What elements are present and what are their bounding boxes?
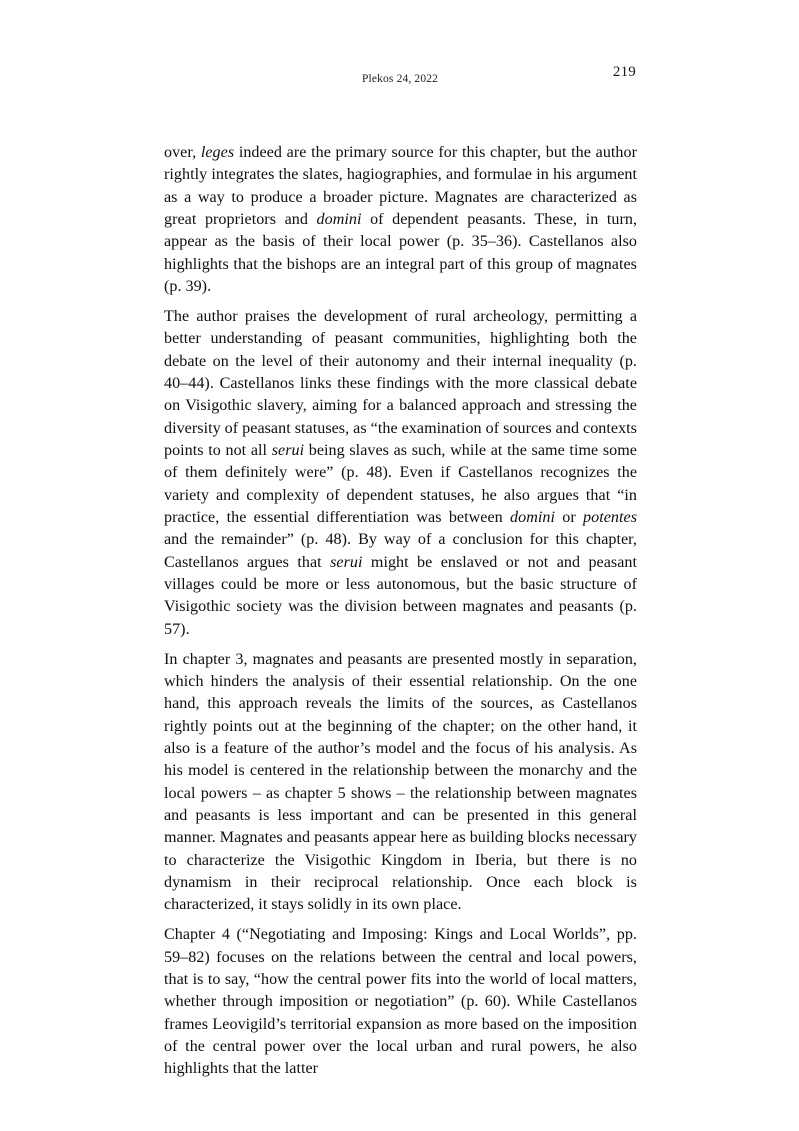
text-run: indeed are the primary source for this chapter, but the author rightly integrates the slates, hagiographies, and formulae in his argument as a way to produce a broader picture. Magnates are characterized as great proprietors and <box>164 144 637 229</box>
text-run: being slaves as such, while at the same time some of them definitely were” (p. 48). Even if Castellanos recognizes the variety and complexity of dependent statuses, he also argues that “in practice, the essential differentiation was between <box>164 441 637 526</box>
running-head-journal-title: Plekos 24, 2022 <box>361 73 439 85</box>
paragraph-3 <box>164 649 637 917</box>
body-text-column <box>164 142 637 1081</box>
running-head <box>164 64 636 89</box>
text-run: or <box>554 509 584 526</box>
text-run: The author praises the development of rural archeology, permitting a better understanding of peasant communities, highlighting both the debate on the level of their autonomy and their internal inequality (p. 40–44). Castellanos links these findings with the more classical debate on Visigothic slavery, aiming for a balanced approach and stressing the diversity of peasant statuses, as “the examination of sources and contexts points to not all <box>164 307 637 459</box>
italic-term: domini <box>510 509 555 526</box>
text-run: In chapter 3, magnates and peasants are presented mostly in separation, which hinders the analysis of their essential relationship. On the one hand, this approach reveals the limits of the sources, as Castellanos rightly points out at the beginning of the chapter; on the other hand, it also is a feature of the author’s model and the focus of his analysis. As his model is centered in the relationship between the monarchy and the local powers – as chapter 5 shows – the relationship between magnates and peasants is less important and can be presented in this general manner. Magnates and peasants appear here as building blocks necessary to characterize the Visigothic Kingdom in Iberia, but there is no dynamism in their reciprocal relationship. Once each block is characterized, it stays solidly in its own place. <box>164 650 637 914</box>
text-run: and the remainder” (p. 48). By way of a conclusion for this chapter, Castellanos argues that <box>164 531 637 571</box>
italic-term: serui <box>271 441 305 459</box>
text-run: over, <box>164 144 201 161</box>
italic-term: leges <box>200 144 235 161</box>
page-number: 219 <box>612 64 636 80</box>
text-run: of dependent peasants. These, in turn, appear as the basis of their local power (p. 35–36). Castellanos also highlights that the bishops are an integral part of this group of magnates (p. 39). <box>164 211 638 296</box>
text-run: might be enslaved or not and peasant villages could be more or less autonomous, but the basic structure of Visigothic society was the division between magnates and peasants (p. 57). <box>164 553 637 638</box>
italic-term: domini <box>316 211 362 229</box>
paragraph-4 <box>164 924 637 1080</box>
text-run: Chapter 4 (“Negotiating and Imposing: Kings and Local Worlds”, pp. 59–82) focuses on the relations between the central and local powers, that is to say, “how the central power fits into the world of local matters, whether through imposition or negotiation” (p. 60). While Castellanos frames Leovigild’s territorial expansion as more based on the imposition of the central power over the local urban and rural powers, he also highlights that the latter <box>164 926 637 1078</box>
paragraph-1 <box>164 142 637 298</box>
italic-term: potentes <box>583 509 637 526</box>
paragraph-2 <box>164 306 637 641</box>
italic-term: serui <box>330 553 363 571</box>
